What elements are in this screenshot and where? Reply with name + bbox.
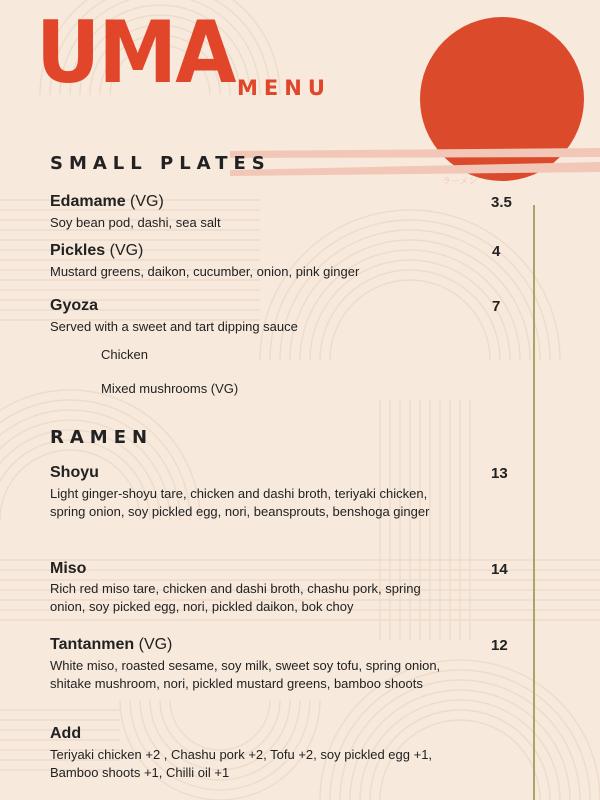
item-description-gyoza: Served with a sweet and tart dipping sauce: [50, 319, 298, 334]
item-title: Pickles: [50, 242, 106, 259]
item-price-tantanmen: 12: [491, 637, 508, 654]
item-name-edamame: [50, 193, 164, 211]
item-diet-tag: (VG): [138, 636, 173, 653]
item-name-shoyu: [50, 464, 99, 482]
item-title: Gyoza: [50, 297, 99, 314]
item-description-pickles: Mustard greens, daikon, cucumber, onion, pink ginger: [50, 264, 360, 279]
item-description-edamame: Soy bean pod, dashi, sea salt: [50, 215, 221, 230]
section-title-ramen: RAMEN: [50, 427, 154, 448]
item-price-miso: 14: [491, 561, 508, 578]
gyoza-option-mushrooms: Mixed mushrooms (VG): [101, 381, 239, 396]
gyoza-option-chicken: Chicken: [101, 347, 148, 362]
item-description-miso: Rich red miso tare, chicken and dashi broth, chashu pork, spring onion, soy picked egg, nori, pickled daikon, bok choy: [50, 581, 421, 614]
vertical-divider: [533, 205, 535, 800]
item-name-tantanmen: [50, 636, 172, 654]
item-description-tantanmen: White miso, roasted sesame, soy milk, sweet soy tofu, spring onion, shitake mushroom, nori, pickled mustard greens, bamboo shoots: [50, 658, 441, 691]
item-title: Tantanmen: [50, 636, 135, 653]
item-name-miso: [50, 560, 86, 578]
add-title: Add: [50, 725, 82, 742]
chopsticks-graphic: [230, 148, 600, 192]
item-name-pickles: [50, 242, 143, 260]
brand-logo: UMA: [36, 3, 235, 103]
menu-subtitle: MENU: [237, 76, 331, 100]
item-name-gyoza: [50, 297, 98, 315]
section-title-small-plates: SMALL PLATES: [50, 153, 271, 174]
item-diet-tag: (VG): [130, 193, 164, 210]
add-description: Teriyaki chicken +2 , Chashu pork +2, Tofu +2, soy pickled egg +1, Bamboo shoots +1, Chilli oil +1: [50, 747, 433, 780]
item-price-pickles: 4: [492, 243, 501, 260]
item-price-shoyu: 13: [491, 465, 508, 482]
sun-caption: ラーメン: [442, 177, 478, 187]
item-price-gyoza: 7: [492, 298, 501, 315]
item-price-edamame: 3.5: [491, 194, 512, 211]
item-description-shoyu: Light ginger-shoyu tare, chicken and dashi broth, teriyaki chicken, spring onion, soy pickled egg, nori, beansprouts, benshoga ginger: [50, 486, 430, 519]
item-title: Edamame: [50, 193, 126, 210]
item-title: Shoyu: [50, 464, 99, 481]
item-diet-tag: (VG): [109, 242, 144, 259]
item-title: Miso: [50, 560, 87, 577]
